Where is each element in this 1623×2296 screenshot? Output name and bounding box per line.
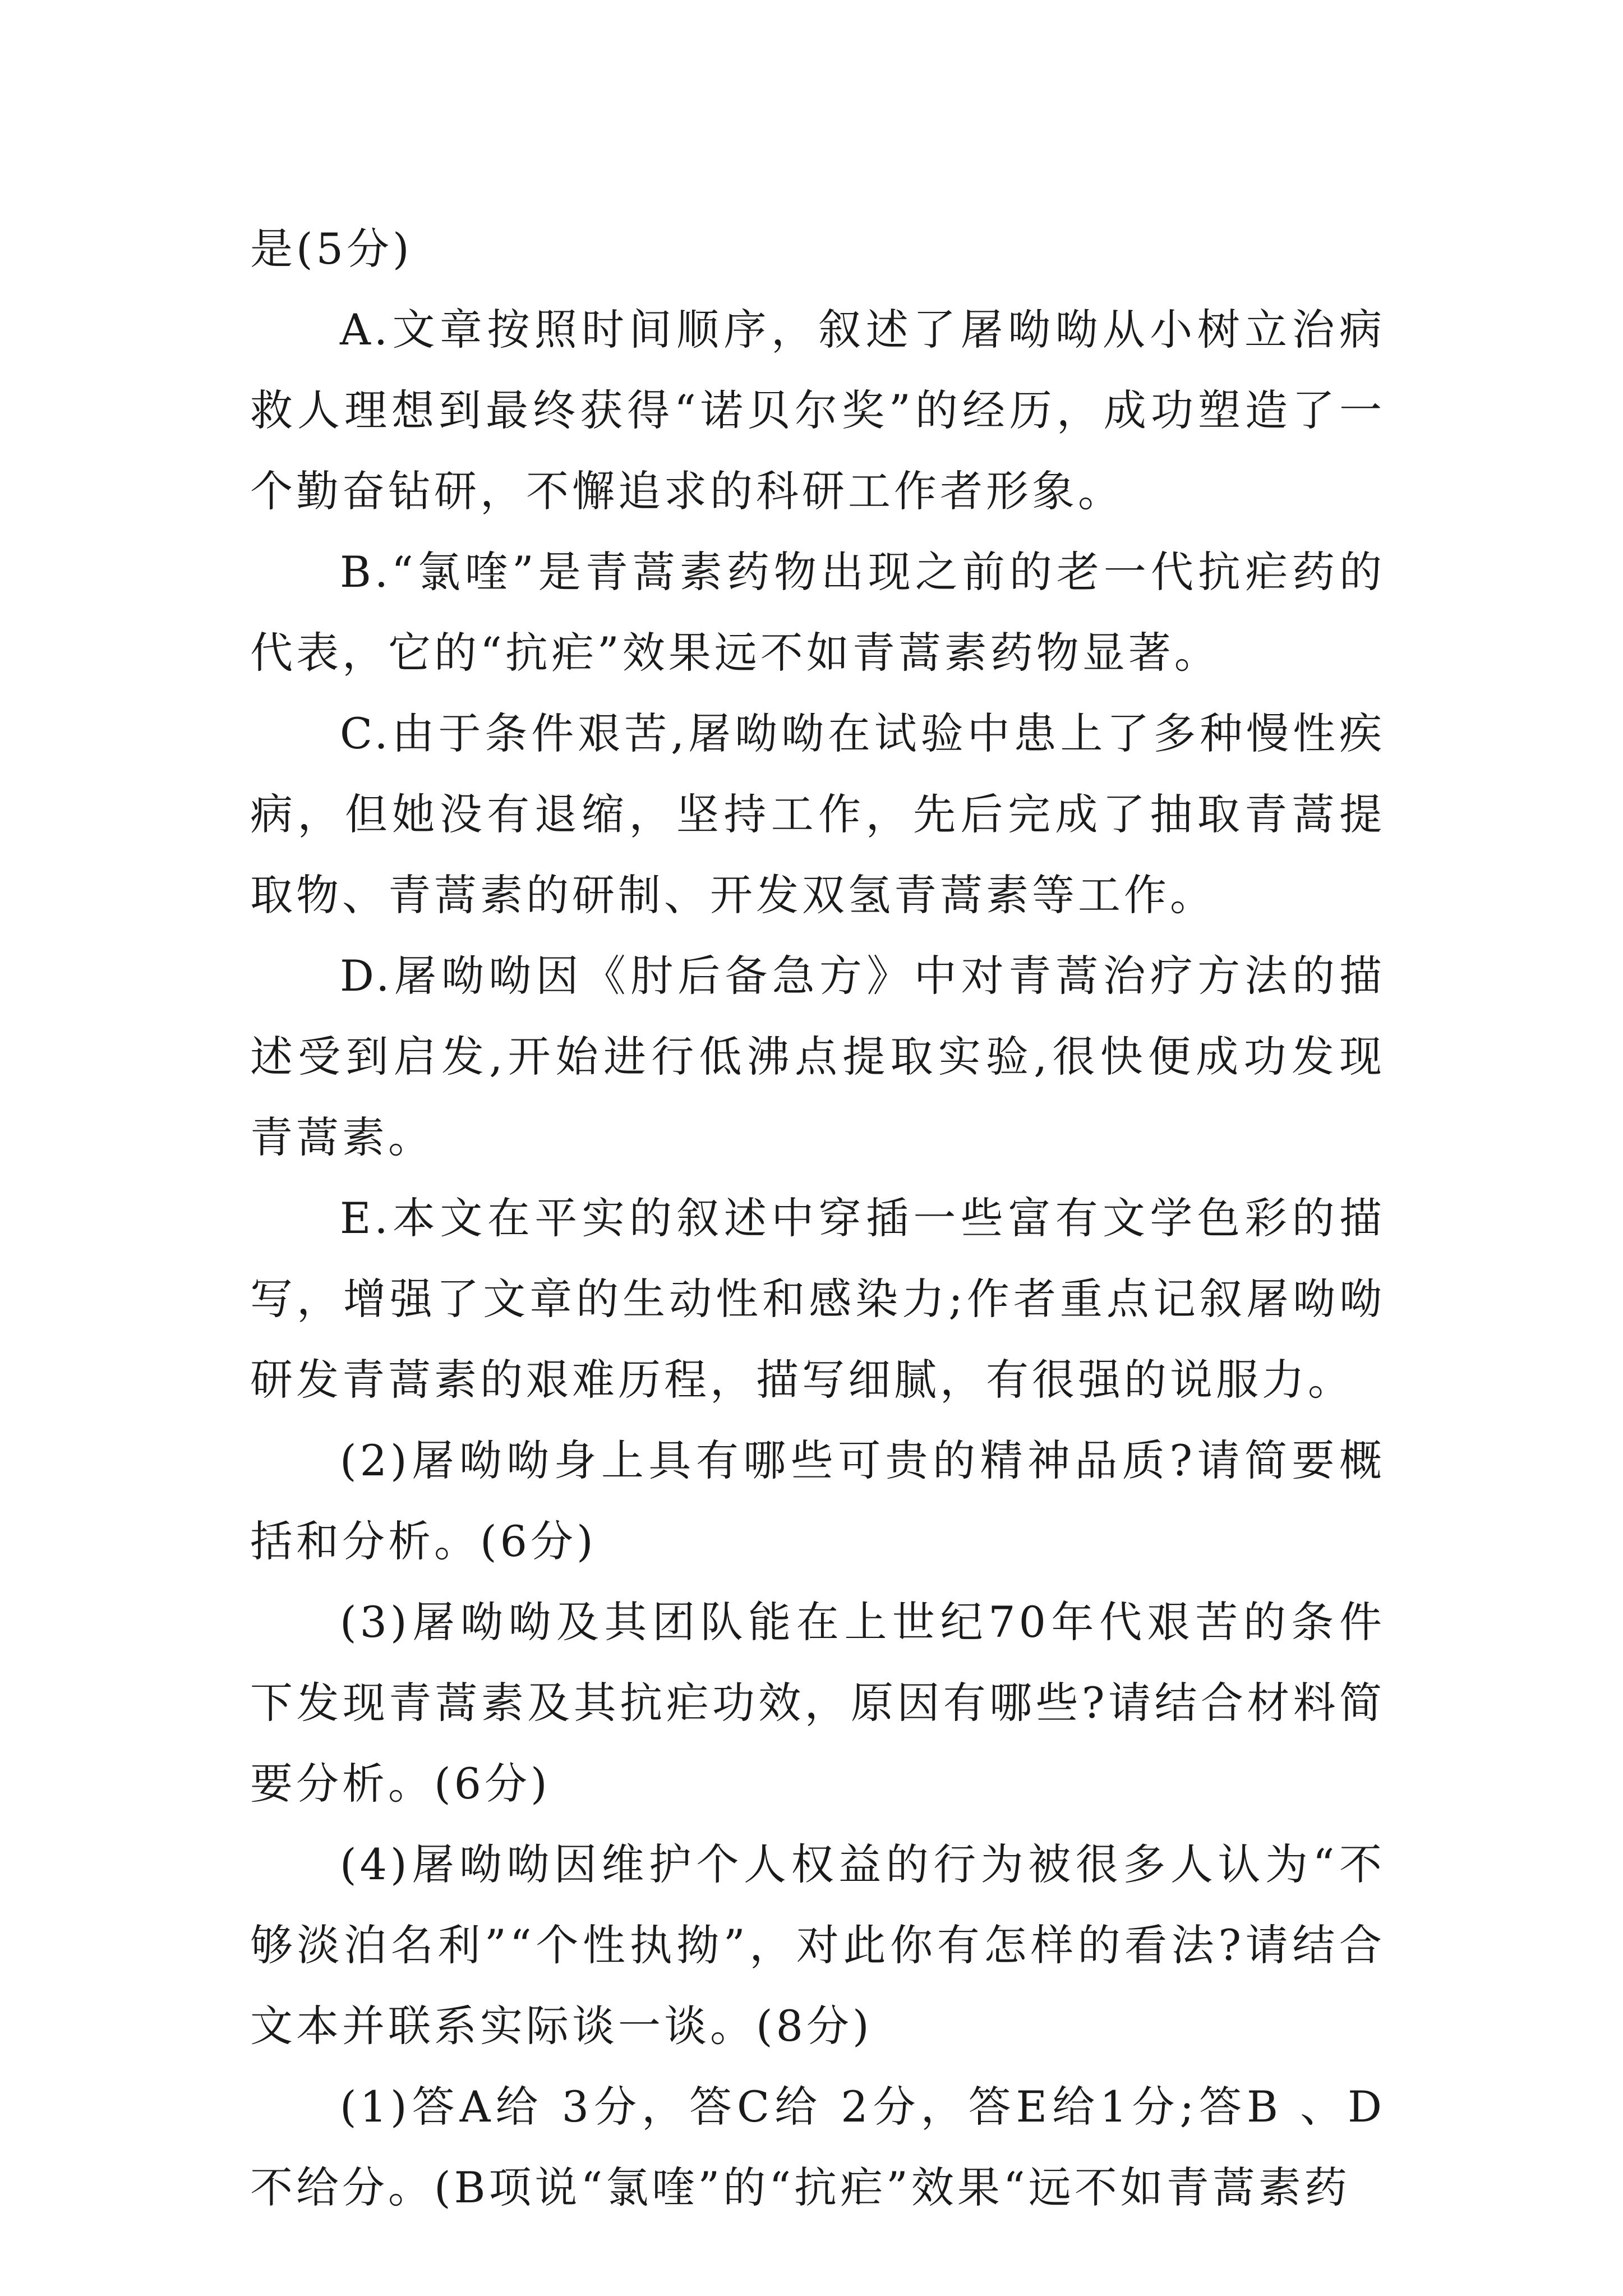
answer-1: (1)答A给 3分，答C给 2分，答E给1分;答B 、D不给分。(B项说“氯喹”的“抗疟”效果“远不如青蒿素药 (250, 2082, 1385, 2212)
option-d: D.屠呦呦因《肘后备急方》中对青蒿治疗方法的描述受到启发,开始进行低沸点提取实验,很快便成功发现青蒿素。 (250, 951, 1385, 1162)
option-a: A.文章按照时间顺序，叙述了屠呦呦从小树立治病救人理想到最终获得“诺贝尔奖”的经历，成功塑造了一个勤奋钻研，不懈追求的科研工作者形象。 (250, 305, 1385, 516)
option-e: E.本文在平实的叙述中穿插一些富有文学色彩的描写，增强了文章的生动性和感染力;作者重点记叙屠呦呦研发青蒿素的艰难历程，描写细腻，有很强的说服力。 (250, 1193, 1385, 1405)
option-b: B.“氯喹”是青蒿素药物出现之前的老一代抗疟药的代表，它的“抗疟”效果远不如青蒿素药物显著。 (250, 547, 1385, 678)
document-body (250, 209, 1385, 2228)
question-3: (3)屠呦呦及其团队能在上世纪70年代艰苦的条件下发现青蒿素及其抗疟功效，原因有哪些?请结合材料简要分析。(6分) (250, 1597, 1385, 1809)
paragraph-score-tail: 是(5分) (250, 224, 413, 274)
question-2: (2)屠呦呦身上具有哪些可贵的精神品质?请简要概括和分析。(6分) (250, 1435, 1385, 1566)
question-4: (4)屠呦呦因维护个人权益的行为被很多人认为“不够淡泊名利”“个性执拗”，对此你有怎样的看法?请结合文本并联系实际谈一谈。(8分) (250, 1839, 1385, 2051)
option-c: C.由于条件艰苦,屠呦呦在试验中患上了多种慢性疾病，但她没有退缩，坚持工作，先后完成了抽取青蒿提取物、青蒿素的研制、开发双氢青蒿素等工作。 (250, 708, 1385, 920)
